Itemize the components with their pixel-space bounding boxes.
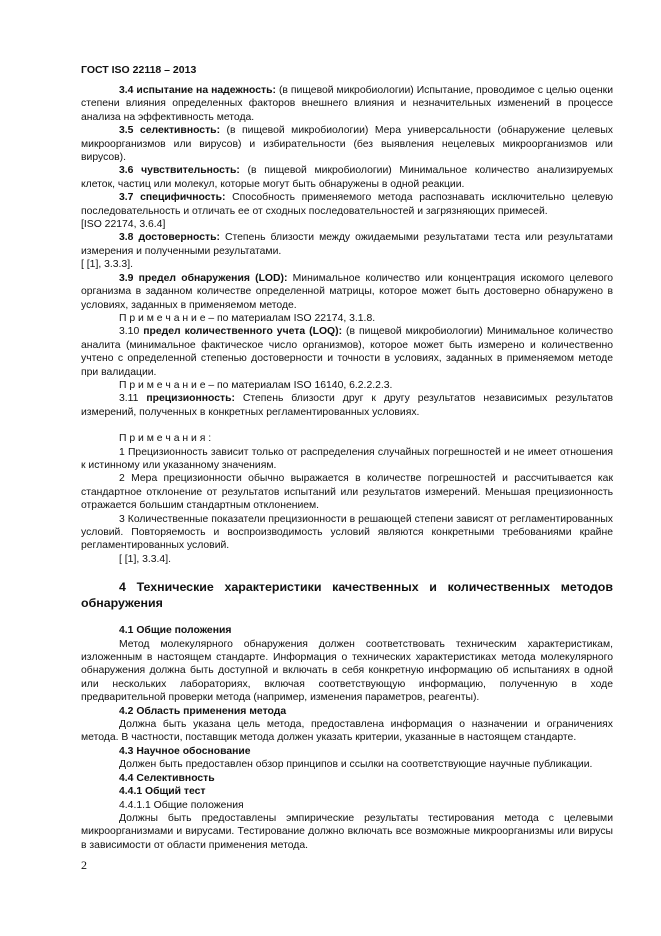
definition-3-10: 3.10 предел количественного учета (LOQ): (в пищевой микробиологии) Минимальное количество аналита (минимальное фактическое число организмов), которое может быть измерено и количественно учтено с определенной степенью достоверности и точности в условиях, заданных в применяемом методе при валидации. xyxy=(81,326,613,378)
term: 3.6 чувствительность: xyxy=(119,165,240,177)
definition-3-9: 3.9 предел обнаружения (LOD): Минимальное количество или концентрация искомого целевого организма в заданном количестве определенной матрицы, которое может быть достоверно обнаружено в условиях, заданных в применяемом методе. xyxy=(81,272,613,311)
subsection-title: 4.2 Область применения метода xyxy=(119,705,287,717)
definition-3-11: 3.11 прецизионность: Степень близости друг к другу результатов независимых результатов измерений, полученных в конкретных регламентированных условиях. xyxy=(81,393,614,418)
reference: [ [1], 3.3.4]. xyxy=(119,553,171,565)
subsection-title: 4.4.1.1 Общие положения xyxy=(119,799,244,811)
subsection-title: 4.4.1 Общий тест xyxy=(119,786,206,798)
note-item-2: 2 Мера прецизионности обычно выражается в количестве погрешностей и рассчитывается как стандартное отклонение от результатов испытаний или результатов измерений. Меньшая прецизионность отражается большим стандартным отклонением. xyxy=(81,473,613,512)
term: 3.5 селективность: xyxy=(119,125,221,137)
subsection-title: 4.3 Научное обоснование xyxy=(119,745,251,757)
definition-3-6: 3.6 чувствительность: (в пищевой микробиологии) Минимальное количество анализируемых клеток, частиц или молекул, которые могут быть обнаружены в одной реакции. xyxy=(81,165,613,190)
definition-3-8: 3.8 достоверность: Степень близости между ожидаемыми результатами теста или результатами измерения и полученными результатами. xyxy=(81,232,613,257)
section-4-title: 4 Технические характеристики качественных и количественных методов обнаружения xyxy=(81,580,613,611)
definition-3-7: 3.7 специфичность: Способность применяемого метода распознавать исключительно целевую последовательность и отличать ее от сходных последовательностей и загрязняющих примесей. xyxy=(81,192,613,217)
reference: [ISO 22174, 3.6.4] xyxy=(81,219,166,231)
definition-3-5: 3.5 селективность: (в пищевой микробиологии) Мера универсальности (обнаружение целевых микроорганизмов или вирусов) и избирательности (без выявления нецелевых микроорганизмов или вирусов). xyxy=(81,125,613,164)
term: 3.7 специфичность: xyxy=(119,192,226,204)
term: 3.9 предел обнаружения (LOD): xyxy=(119,272,288,284)
note-item-3: 3 Количественные показатели прецизионности в решающей степени зависят от регламентированных условий. Повторяемость и воспроизводимость условий являются конкретными требованиями крайне регламентированных условий. xyxy=(81,513,613,552)
term: прецизионность: xyxy=(146,393,235,405)
document-body xyxy=(81,84,613,852)
term: 3.4 испытание на надежность: xyxy=(119,85,276,96)
subsection-title: 4.1 Общие положения xyxy=(119,625,232,637)
subsection-text: Должны быть предоставлены эмпирические результаты тестирования метода с целевыми микроорганизмами и вирусами. Тестирование должно включать все возможные микроорганизмы или вирусы в зависимости от области применения метода. xyxy=(81,812,613,851)
note: П р и м е ч а н и е – по материалам ISO 22174, 3.1.8. xyxy=(119,312,376,324)
definition-3-4: 3.4 испытание на надежность: (в пищевой микробиологии) Испытание, проводимое с целью оценки степени влияния определенных факторов внешнего влияния и незначительных изменений в процессе анализа на эффективность метода. xyxy=(81,85,613,123)
subsection-text: Метод молекулярного обнаружения должен соответствовать техническим характеристикам, изложенным в настоящем стандарте. Информация о технических характеристиках метода молекулярного обнаружения должна быть доступной и включать в себя конкретную информацию об испытаниях в одной или нескольких лабораториях, включая соответствующую информацию, полученную в ходе предварительной проверки метода (например, изменения параметров, реагенты). xyxy=(81,638,613,704)
reference: [ [1], 3.3.3]. xyxy=(81,259,133,271)
term: 3.8 достоверность: xyxy=(119,232,220,244)
page-header: ГОСТ ISO 22118 – 2013 xyxy=(81,64,197,76)
subsection-title: 4.4 Селективность xyxy=(119,772,215,784)
page-number: 2 xyxy=(81,858,87,872)
term: предел количественного учета (LOQ): xyxy=(143,326,343,338)
note-item-1: 1 Прецизионность зависит только от распределения случайных погрешностей и не имеет отношения к истинному или указанному значениям. xyxy=(81,446,613,471)
subsection-text: Должен быть предоставлен обзор принципов и ссылки на соответствующие научные публикации. xyxy=(119,759,593,771)
note: П р и м е ч а н и е – по материалам ISO 16140, 6.2.2.2.3. xyxy=(119,379,393,391)
notes-heading: П р и м е ч а н и я : xyxy=(119,433,212,445)
subsection-text: Должна быть указана цель метода, предоставлена информация о назначении и ограничениях метода. В частности, поставщик метода должен указать критерии, указанные в настоящем стандарте. xyxy=(81,719,613,744)
